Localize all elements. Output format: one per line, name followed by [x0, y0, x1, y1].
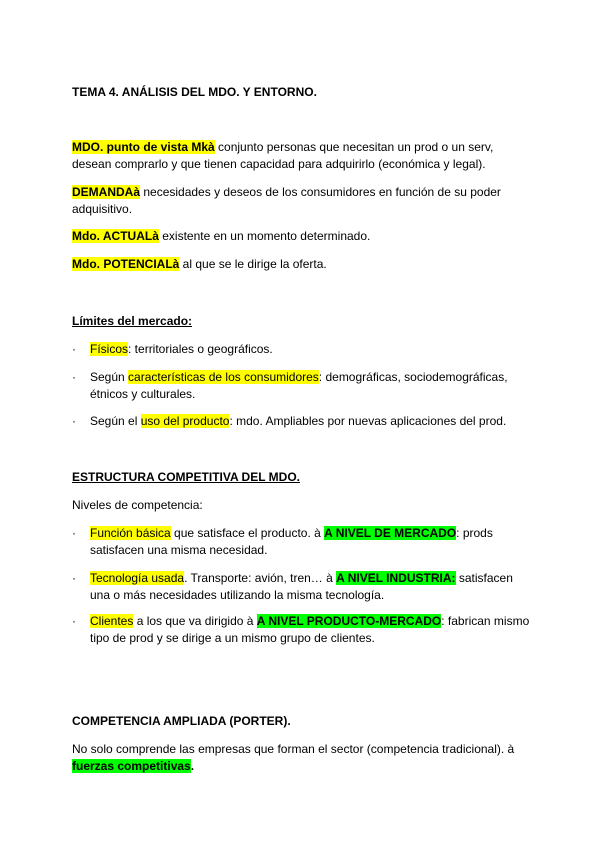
list-item: Tecnología usada. Transporte: avión, tren… à A NIVEL INDUSTRIA: satisfacen una o más necesidades utilizando la misma tecnología.	[90, 571, 513, 602]
definition-demanda	[72, 184, 532, 218]
highlighted-term: Tecnología usada	[90, 571, 185, 585]
term-mdo: MDO. punto de vista Mkà	[72, 140, 215, 154]
highlighted-term: Función básica	[90, 526, 171, 540]
list-item: Según características de los consumidores: demográficas, sociodemográficas, étnicos y culturales.	[90, 370, 508, 401]
competencia-heading: COMPETENCIA AMPLIADA (PORTER).	[72, 714, 291, 728]
definition-potencial-text: al que se le dirige la oferta.	[179, 257, 327, 271]
level-label: A NIVEL INDUSTRIA:	[336, 571, 456, 585]
list-bullet: ·	[72, 342, 76, 356]
list-bullet: ·	[72, 370, 76, 384]
level-label: A NIVEL DE MERCADO	[324, 526, 457, 540]
list-bullet: ·	[72, 571, 76, 585]
definition-demanda-text: necesidades y deseos de los consumidores en función de su poder adquisitivo.	[72, 185, 501, 216]
list-bullet: ·	[72, 614, 76, 628]
list-item: Clientes a los que va dirigido à A NIVEL PRODUCTO-MERCADO: fabrican mismo tipo de prod y se dirige a un mismo grupo de clientes.	[90, 614, 530, 645]
competencia-text: No solo comprende las empresas que forman el sector (competencia tradicional). à fuerzas competitivas.	[72, 742, 515, 773]
highlighted-term: Clientes	[90, 614, 134, 628]
definition-actual	[72, 228, 532, 245]
tema-title: TEMA 4. ANÁLISIS DEL MDO. Y ENTORNO.	[72, 85, 317, 99]
term-potencial: Mdo. POTENCIALà	[72, 257, 180, 271]
list-item: Físicos: territoriales o geográficos.	[90, 342, 273, 356]
estructura-heading: ESTRUCTURA COMPETITIVA DEL MDO.	[72, 470, 300, 484]
definition-potencial	[72, 256, 532, 273]
term-demanda: DEMANDAà	[72, 185, 141, 199]
definition-mdo-text: conjunto personas que necesitan un prod o un serv, desean comprarlo y que tienen capacidad para adquirirlo (económica y legal).	[72, 140, 494, 171]
estructura-intro: Niveles de competencia:	[72, 498, 203, 512]
highlighted-term: uso del producto	[140, 414, 230, 428]
list-bullet: ·	[72, 526, 76, 540]
definition-mdo	[72, 139, 532, 173]
list-item: Función básica que satisface el producto. à A NIVEL DE MERCADO: prods satisfacen una misma necesidad.	[90, 526, 493, 557]
highlighted-term: características de los consumidores	[128, 370, 319, 384]
list-bullet: ·	[72, 414, 76, 428]
limites-heading: Límites del mercado:	[72, 314, 193, 328]
fuerzas-competitivas-term: fuerzas competitivas	[72, 759, 191, 773]
level-label: A NIVEL PRODUCTO-MERCADO	[256, 614, 442, 628]
definition-actual-text: existente en un momento determinado.	[158, 229, 371, 243]
term-actual: Mdo. ACTUALà	[72, 229, 159, 243]
highlighted-term: Físicos	[90, 342, 129, 356]
list-item: Según el uso del producto: mdo. Ampliables por nuevas aplicaciones del prod.	[90, 414, 507, 428]
